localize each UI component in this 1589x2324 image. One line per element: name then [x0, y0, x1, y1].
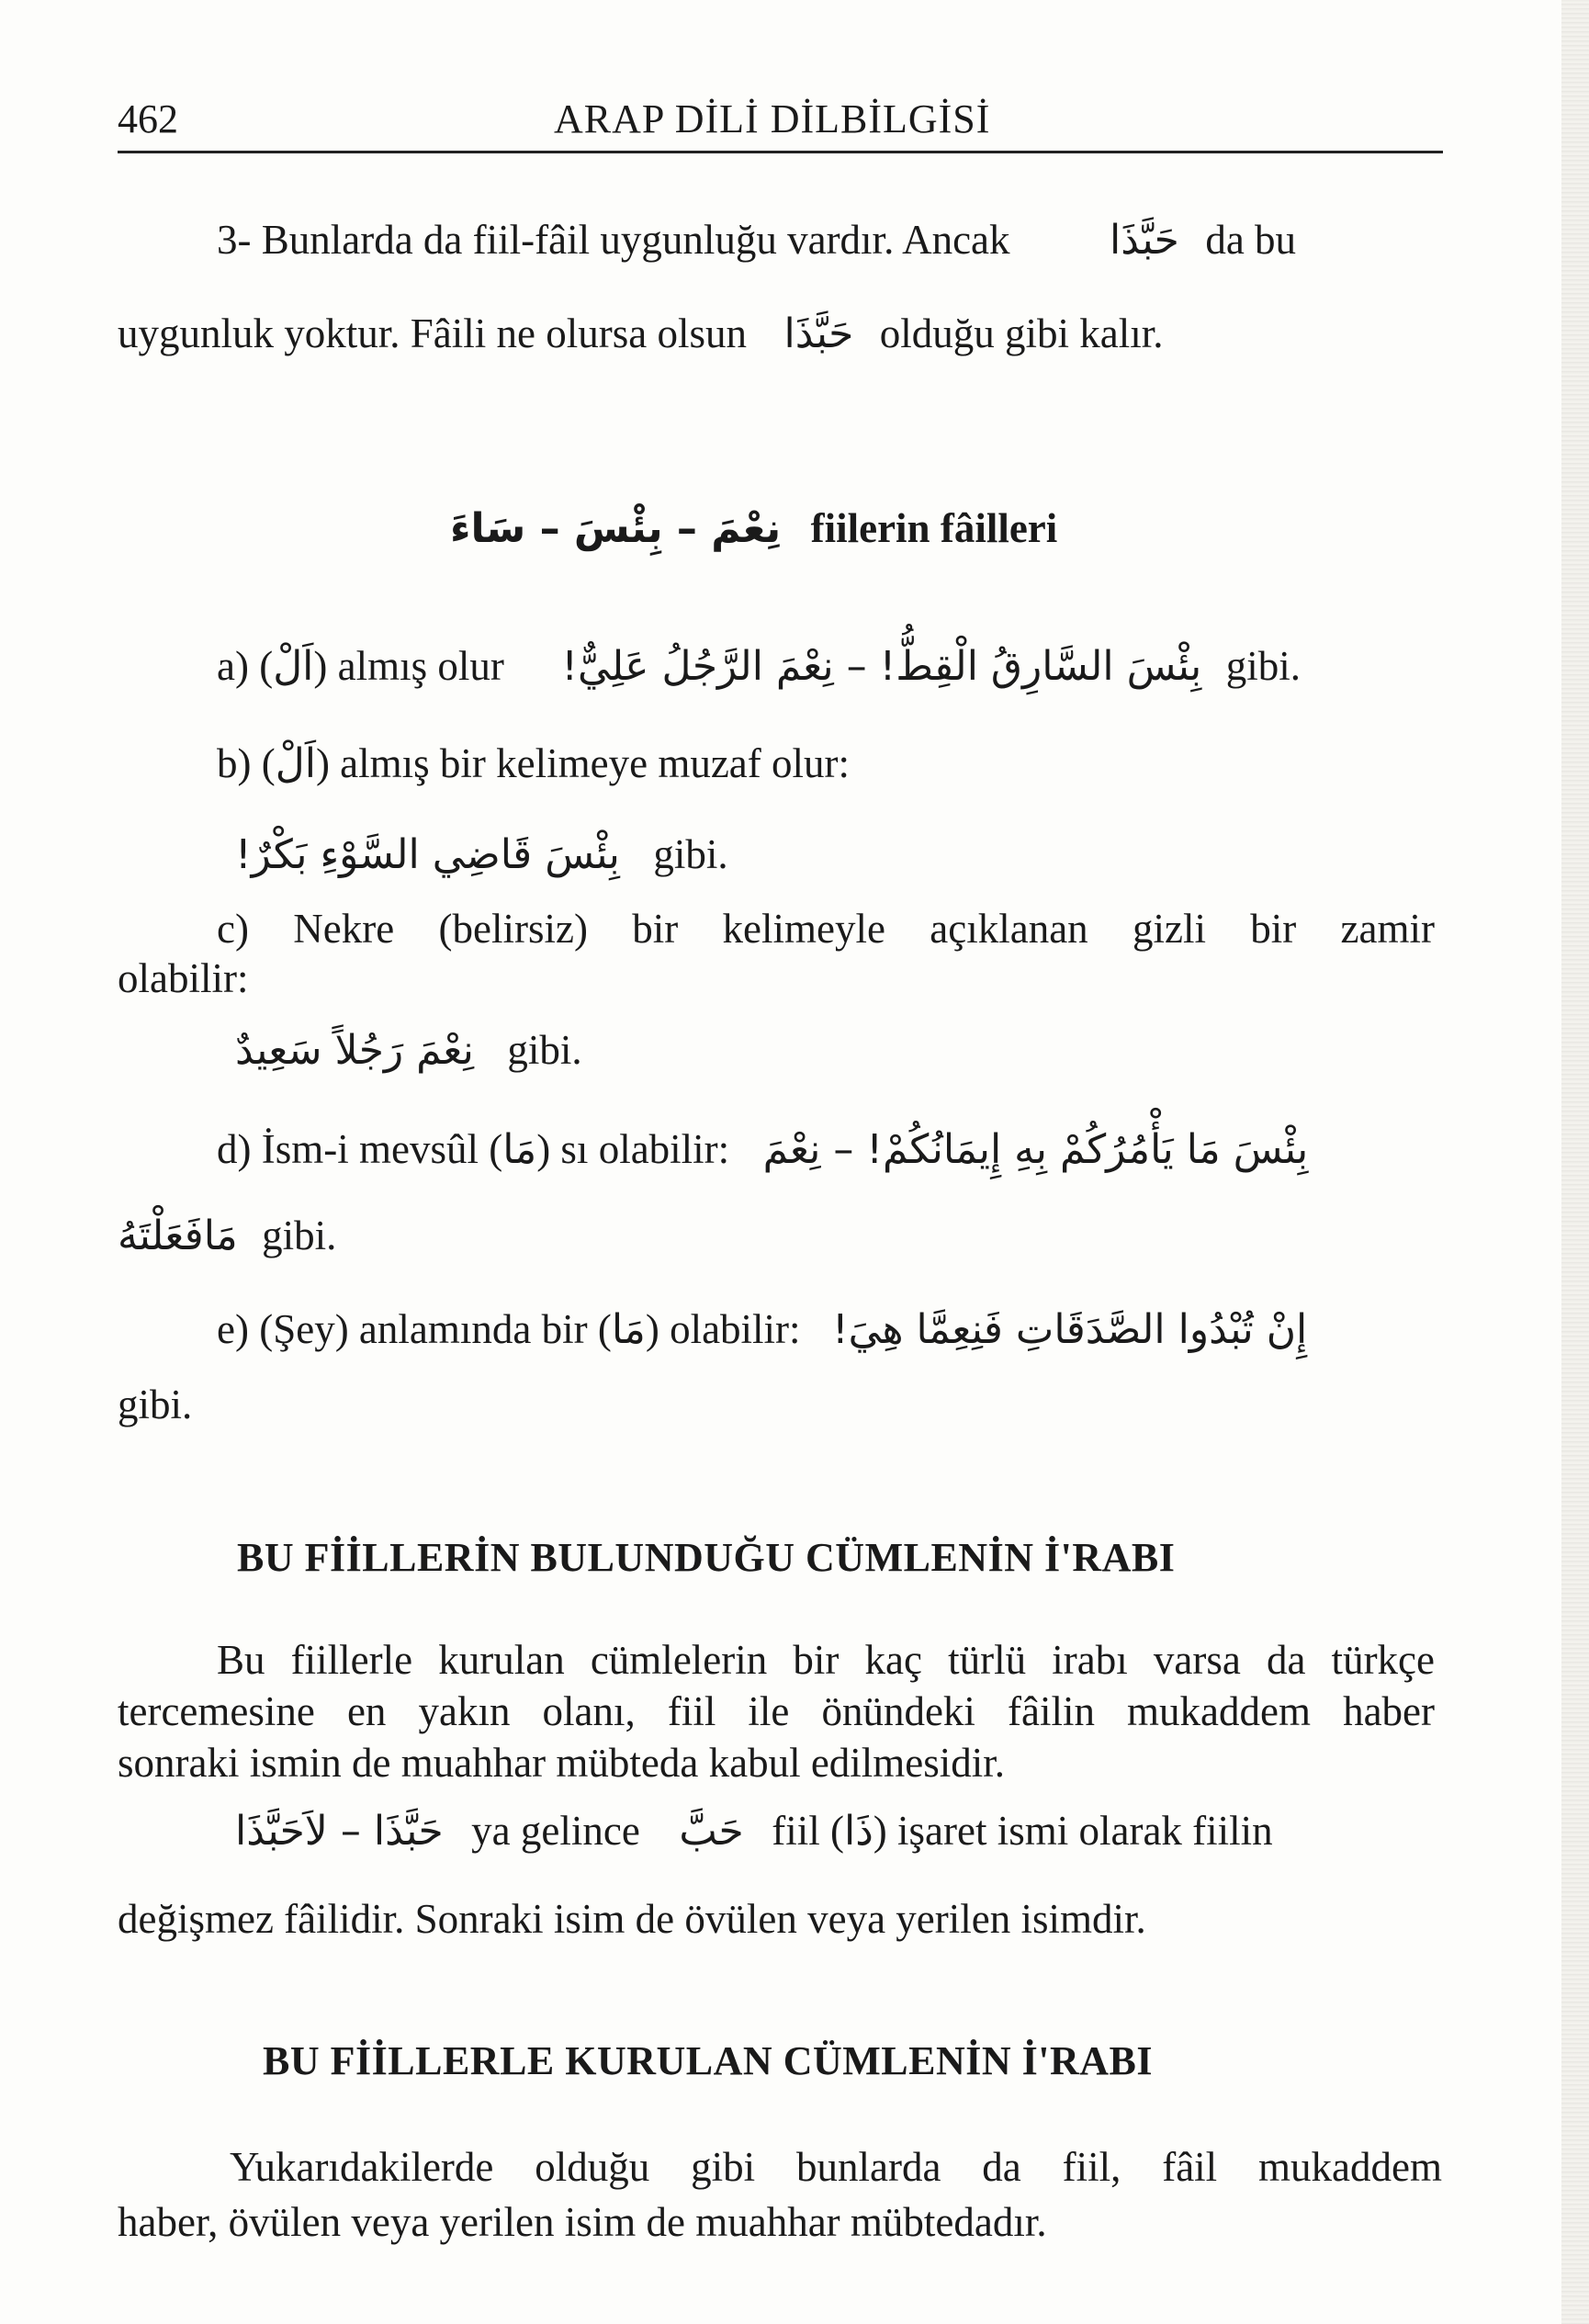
arabic-example: إِنْ تُبْدُوا الصَّدَقَاتِ فَنِعِمَّا هِيَ!	[832, 1306, 1308, 1353]
text-segment: da bu	[1205, 217, 1297, 263]
text-segment: e) (Şey) anlamında bir (	[217, 1306, 612, 1352]
arabic-verbs: نِعْمَ – بِئْسَ – سَاءَ	[450, 505, 782, 552]
point-3-line-2	[118, 310, 1164, 358]
arabic-word: حَبَّذَا	[783, 310, 854, 357]
section-3-title: BU FİİLLERLE KURULAN CÜMLENİN İ'RABI	[263, 2038, 1154, 2083]
text-segment: gibi.	[653, 831, 728, 877]
item-a	[217, 643, 1301, 691]
text-segment: sonraki ismin de muahhar mübteda kabul edilmesidir.	[118, 1740, 1006, 1786]
page-edge-shadow	[1561, 0, 1589, 2324]
text-segment: ) almış olur	[313, 643, 504, 689]
text-segment: Bu fiillerle kurulan cümlelerin bir kaç türlü irabı varsa da türkçe	[217, 1637, 1435, 1683]
text-segment: a) (	[217, 643, 274, 689]
text-segment: uygunluk yoktur. Fâili ne olursa olsun	[118, 310, 747, 356]
section-1-heading	[450, 505, 1057, 553]
section-2-line-4	[235, 1808, 1273, 1856]
item-d-line-2	[118, 1213, 336, 1260]
text-segment: ) almış bir kelimeye muzaf olur:	[315, 740, 851, 786]
text-segment: ) sı olabilir:	[536, 1126, 730, 1172]
item-c-line-2	[118, 955, 248, 1003]
text-segment: ) olabilir:	[645, 1306, 801, 1352]
text-segment: gibi.	[262, 1213, 337, 1258]
item-c-example	[235, 1027, 582, 1075]
section-3-para-line-2	[118, 2199, 1047, 2247]
section-3-para-line-1	[230, 2144, 1442, 2192]
text-segment: fiil (	[772, 1808, 844, 1854]
text-segment: gibi.	[1225, 643, 1301, 689]
text-segment: ya gelince	[471, 1808, 640, 1854]
arabic-word: مَا	[502, 1126, 537, 1173]
arabic-word: مَا	[611, 1306, 646, 1353]
item-e-line-2	[118, 1382, 192, 1429]
section-2-title: BU FİİLLERİN BULUNDUĞU CÜMLENİN İ'RABI	[237, 1535, 1176, 1580]
section-2-line-5	[118, 1896, 1146, 1944]
text-segment: olabilir:	[118, 955, 249, 1001]
text-segment: 3- Bunlarda da fiil-fâil uygunluğu vardır. Ancak	[217, 217, 1010, 263]
section-2-para-line-2	[118, 1688, 1435, 1736]
arabic-example: حَبَّذَا – لاَحَبَّذَا	[235, 1808, 444, 1855]
section-1-title: fiilerin fâilleri	[810, 505, 1058, 551]
text-segment: gibi.	[118, 1382, 193, 1427]
section-2-para-line-1	[217, 1637, 1435, 1685]
arabic-word: ذَا	[843, 1808, 873, 1855]
arabic-article: اَلْ	[273, 643, 314, 690]
item-d-line-1	[217, 1126, 1308, 1174]
text-segment: Yukarıdakilerde olduğu gibi bunlarda da fiil, fâil mukaddem	[230, 2144, 1442, 2190]
arabic-example: بِئْسَ السَّارِقُ الْقِطُّ! – نِعْمَ الرَّجُلُ عَلِيٌّ!	[561, 643, 1202, 690]
arabic-example: نِعْمَ رَجُلاً سَعِيدٌ	[235, 1027, 474, 1074]
section-2-para-line-3	[118, 1740, 1005, 1788]
arabic-example: بِئْسَ قَاضِي السَّوْءِ بَكْرٌ!	[235, 831, 620, 878]
point-3-line-1	[217, 217, 1296, 265]
page-header	[118, 92, 1443, 153]
running-title: ARAP DİLİ DİLBİLGİSİ	[554, 96, 991, 141]
arabic-word: حَبَّ	[679, 1808, 744, 1855]
item-c-line-1	[217, 906, 1435, 953]
text-segment: gibi.	[507, 1027, 582, 1073]
item-b-example	[235, 831, 728, 879]
text-segment: tercemesine en yakın olanı, fiil ile önündeki fâilin mukaddem haber	[118, 1688, 1435, 1734]
arabic-article: اَلْ	[275, 740, 316, 787]
text-segment: haber, övülen veya yerilen isim de muahhar mübtedadır.	[118, 2199, 1047, 2245]
item-b	[217, 740, 850, 788]
text-segment: ) işaret ismi olarak fiilin	[873, 1808, 1273, 1854]
text-segment: olduğu gibi kalır.	[879, 310, 1164, 356]
page-number: 462	[118, 96, 178, 141]
text-segment: değişmez fâilidir. Sonraki isim de övülen veya yerilen isimdir.	[118, 1896, 1146, 1942]
text-segment: d) İsm-i mevsûl (	[217, 1126, 503, 1172]
text-segment: b) (	[217, 740, 276, 786]
item-e-line-1	[217, 1306, 1307, 1354]
text-segment: c) Nekre (belirsiz) bir kelimeyle açıklanan gizli bir zamir	[217, 906, 1435, 952]
arabic-word: حَبَّذَا	[1110, 217, 1179, 264]
arabic-example: بِئْسَ مَا يَأْمُرُكُمْ بِهِ إِيمَانُكُمْ! – نِعْمَ	[762, 1126, 1309, 1173]
arabic-example: مَافَعَلْتَهُ	[118, 1213, 238, 1259]
